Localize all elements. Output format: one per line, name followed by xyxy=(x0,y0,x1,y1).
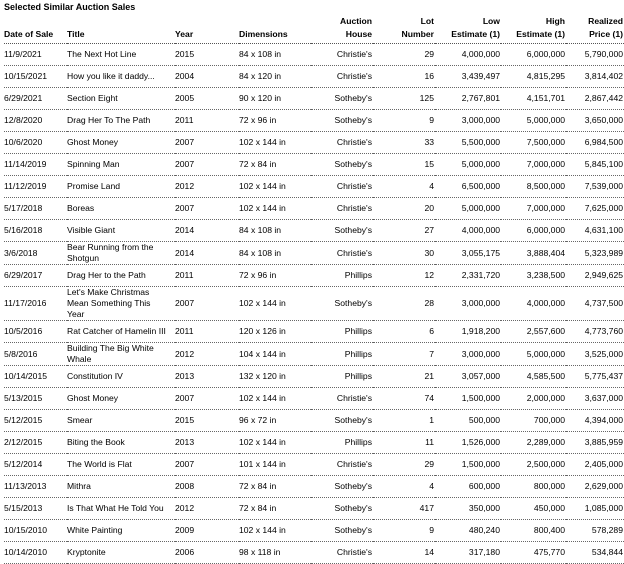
low-estimate-cell: 600,000 xyxy=(435,476,501,498)
high-estimate-cell: 2,289,000 xyxy=(501,432,566,454)
realized-price-cell: 4,394,000 xyxy=(566,410,624,432)
realized-price-cell: 4,631,100 xyxy=(566,220,624,242)
high-estimate-cell: 450,000 xyxy=(501,498,566,520)
table-row xyxy=(4,410,624,432)
table-row xyxy=(4,44,624,66)
table-row xyxy=(4,242,624,265)
dimensions-cell: 84 x 120 in xyxy=(239,66,311,88)
auction-house-cell: Sotheby's xyxy=(311,88,373,110)
year-cell: 2012 xyxy=(175,176,239,198)
lot-number-cell: 11 xyxy=(373,432,435,454)
dimensions-cell: 72 x 84 in xyxy=(239,476,311,498)
table-row xyxy=(4,366,624,388)
col-header-realized-price: Realized Price (1) xyxy=(566,13,624,44)
dimensions-cell: 72 x 96 in xyxy=(239,110,311,132)
title-cell: Mithra xyxy=(67,476,175,498)
realized-price-cell: 1,085,000 xyxy=(566,498,624,520)
year-cell: 2007 xyxy=(175,454,239,476)
date-of-sale-cell: 3/6/2018 xyxy=(4,242,67,265)
lot-number-cell: 20 xyxy=(373,198,435,220)
low-estimate-cell: 2,331,720 xyxy=(435,265,501,287)
date-of-sale-cell: 6/29/2021 xyxy=(4,88,67,110)
date-of-sale-cell: 10/14/2010 xyxy=(4,542,67,564)
high-estimate-cell: 475,770 xyxy=(501,542,566,564)
lot-number-cell: 27 xyxy=(373,220,435,242)
year-cell: 2004 xyxy=(175,66,239,88)
date-of-sale-cell: 11/17/2016 xyxy=(4,287,67,321)
realized-price-cell: 4,737,500 xyxy=(566,287,624,321)
high-estimate-cell: 800,400 xyxy=(501,520,566,542)
year-cell: 2014 xyxy=(175,220,239,242)
year-cell: 2007 xyxy=(175,287,239,321)
dimensions-cell: 102 x 144 in xyxy=(239,432,311,454)
dimensions-cell: 96 x 72 in xyxy=(239,410,311,432)
title-cell: The Next Hot Line xyxy=(67,44,175,66)
lot-number-cell: 15 xyxy=(373,154,435,176)
title-cell: Section Eight xyxy=(67,88,175,110)
lot-number-cell: 7 xyxy=(373,343,435,366)
realized-price-cell: 3,525,000 xyxy=(566,343,624,366)
title-cell: Kryptonite xyxy=(67,542,175,564)
table-row xyxy=(4,343,624,366)
title-cell: How you like it daddy... xyxy=(67,66,175,88)
date-of-sale-cell: 10/6/2020 xyxy=(4,132,67,154)
high-estimate-cell: 3,888,404 xyxy=(501,242,566,265)
year-cell: 2015 xyxy=(175,44,239,66)
table-row xyxy=(4,321,624,343)
date-of-sale-cell: 5/13/2015 xyxy=(4,388,67,410)
auction-house-cell: Phillips xyxy=(311,265,373,287)
dimensions-cell: 72 x 96 in xyxy=(239,265,311,287)
table-row xyxy=(4,454,624,476)
low-estimate-cell: 4,000,000 xyxy=(435,220,501,242)
realized-price-cell: 5,775,437 xyxy=(566,366,624,388)
auction-house-cell: Christie's xyxy=(311,198,373,220)
year-cell: 2011 xyxy=(175,110,239,132)
low-estimate-cell: 6,500,000 xyxy=(435,176,501,198)
title-cell: Constitution IV xyxy=(67,366,175,388)
table-row xyxy=(4,476,624,498)
realized-price-cell: 6,984,500 xyxy=(566,132,624,154)
table-row xyxy=(4,88,624,110)
auction-house-cell: Sotheby's xyxy=(311,154,373,176)
high-estimate-cell: 800,000 xyxy=(501,476,566,498)
lot-number-cell: 4 xyxy=(373,476,435,498)
realized-price-cell: 2,405,000 xyxy=(566,454,624,476)
title-cell: White Painting xyxy=(67,520,175,542)
lot-number-cell: 6 xyxy=(373,321,435,343)
low-estimate-cell: 3,000,000 xyxy=(435,110,501,132)
lot-number-cell: 125 xyxy=(373,88,435,110)
auction-house-cell: Sotheby's xyxy=(311,520,373,542)
date-of-sale-cell: 2/12/2015 xyxy=(4,432,67,454)
col-header-title: Title xyxy=(67,13,175,44)
date-of-sale-cell: 5/12/2014 xyxy=(4,454,67,476)
col-header-low-estimate: Low Estimate (1) xyxy=(435,13,501,44)
realized-price-cell: 3,650,000 xyxy=(566,110,624,132)
col-header-year: Year xyxy=(175,13,239,44)
table-row xyxy=(4,542,624,564)
high-estimate-cell: 2,500,000 xyxy=(501,454,566,476)
auction-house-cell: Phillips xyxy=(311,321,373,343)
table-row xyxy=(4,520,624,542)
year-cell: 2011 xyxy=(175,265,239,287)
year-cell: 2013 xyxy=(175,432,239,454)
table-row xyxy=(4,287,624,321)
date-of-sale-cell: 5/12/2015 xyxy=(4,410,67,432)
auction-house-cell: Christie's xyxy=(311,242,373,265)
realized-price-cell: 534,844 xyxy=(566,542,624,564)
date-of-sale-cell: 6/29/2017 xyxy=(4,265,67,287)
year-cell: 2012 xyxy=(175,498,239,520)
auction-house-cell: Sotheby's xyxy=(311,110,373,132)
lot-number-cell: 29 xyxy=(373,454,435,476)
realized-price-cell: 5,323,989 xyxy=(566,242,624,265)
date-of-sale-cell: 5/8/2016 xyxy=(4,343,67,366)
dimensions-cell: 102 x 144 in xyxy=(239,388,311,410)
table-row xyxy=(4,265,624,287)
table-row xyxy=(4,432,624,454)
high-estimate-cell: 4,151,701 xyxy=(501,88,566,110)
dimensions-cell: 84 x 108 in xyxy=(239,220,311,242)
lot-number-cell: 16 xyxy=(373,66,435,88)
date-of-sale-cell: 10/14/2015 xyxy=(4,366,67,388)
year-cell: 2014 xyxy=(175,242,239,265)
auction-house-cell: Christie's xyxy=(311,388,373,410)
auction-house-cell: Christie's xyxy=(311,44,373,66)
low-estimate-cell: 1,918,200 xyxy=(435,321,501,343)
lot-number-cell: 30 xyxy=(373,242,435,265)
realized-price-cell: 3,637,000 xyxy=(566,388,624,410)
dimensions-cell: 102 x 144 in xyxy=(239,198,311,220)
low-estimate-cell: 350,000 xyxy=(435,498,501,520)
title-cell: Promise Land xyxy=(67,176,175,198)
high-estimate-cell: 4,000,000 xyxy=(501,287,566,321)
low-estimate-cell: 317,180 xyxy=(435,542,501,564)
lot-number-cell: 21 xyxy=(373,366,435,388)
col-header-lot-number: Lot Number xyxy=(373,13,435,44)
low-estimate-cell: 3,055,175 xyxy=(435,242,501,265)
lot-number-cell: 29 xyxy=(373,44,435,66)
high-estimate-cell: 8,500,000 xyxy=(501,176,566,198)
auction-house-cell: Sotheby's xyxy=(311,287,373,321)
high-estimate-cell: 700,000 xyxy=(501,410,566,432)
high-estimate-cell: 5,000,000 xyxy=(501,343,566,366)
date-of-sale-cell: 11/12/2019 xyxy=(4,176,67,198)
title-cell: Is That What He Told You xyxy=(67,498,175,520)
year-cell: 2013 xyxy=(175,366,239,388)
year-cell: 2015 xyxy=(175,410,239,432)
title-cell: Ghost Money xyxy=(67,388,175,410)
auction-house-cell: Sotheby's xyxy=(311,498,373,520)
col-header-high-estimate: High Estimate (1) xyxy=(501,13,566,44)
high-estimate-cell: 7,500,000 xyxy=(501,132,566,154)
auction-house-cell: Sotheby's xyxy=(311,220,373,242)
dimensions-cell: 72 x 84 in xyxy=(239,154,311,176)
low-estimate-cell: 3,000,000 xyxy=(435,287,501,321)
high-estimate-cell: 7,000,000 xyxy=(501,154,566,176)
realized-price-cell: 2,629,000 xyxy=(566,476,624,498)
realized-price-cell: 578,289 xyxy=(566,520,624,542)
auction-house-cell: Phillips xyxy=(311,343,373,366)
low-estimate-cell: 5,000,000 xyxy=(435,198,501,220)
lot-number-cell: 9 xyxy=(373,110,435,132)
title-cell: Rat Catcher of Hamelin III xyxy=(67,321,175,343)
date-of-sale-cell: 11/13/2013 xyxy=(4,476,67,498)
auction-house-cell: Christie's xyxy=(311,132,373,154)
realized-price-cell: 5,845,100 xyxy=(566,154,624,176)
table-row xyxy=(4,198,624,220)
title-cell: Ghost Money xyxy=(67,132,175,154)
year-cell: 2007 xyxy=(175,154,239,176)
dimensions-cell: 102 x 144 in xyxy=(239,132,311,154)
realized-price-cell: 2,867,442 xyxy=(566,88,624,110)
high-estimate-cell: 6,000,000 xyxy=(501,220,566,242)
year-cell: 2007 xyxy=(175,132,239,154)
title-cell: Biting the Book xyxy=(67,432,175,454)
lot-number-cell: 28 xyxy=(373,287,435,321)
col-header-dimensions: Dimensions xyxy=(239,13,311,44)
low-estimate-cell: 1,526,000 xyxy=(435,432,501,454)
year-cell: 2012 xyxy=(175,343,239,366)
lot-number-cell: 9 xyxy=(373,520,435,542)
date-of-sale-cell: 5/16/2018 xyxy=(4,220,67,242)
low-estimate-cell: 500,000 xyxy=(435,410,501,432)
low-estimate-cell: 3,000,000 xyxy=(435,343,501,366)
title-cell: Boreas xyxy=(67,198,175,220)
dimensions-cell: 102 x 144 in xyxy=(239,287,311,321)
date-of-sale-cell: 11/9/2021 xyxy=(4,44,67,66)
high-estimate-cell: 4,585,500 xyxy=(501,366,566,388)
low-estimate-cell: 5,500,000 xyxy=(435,132,501,154)
title-cell: Drag Her To The Path xyxy=(67,110,175,132)
table-row xyxy=(4,176,624,198)
high-estimate-cell: 2,557,600 xyxy=(501,321,566,343)
table-row xyxy=(4,132,624,154)
lot-number-cell: 4 xyxy=(373,176,435,198)
dimensions-cell: 84 x 108 in xyxy=(239,242,311,265)
title-cell: Visible Giant xyxy=(67,220,175,242)
low-estimate-cell: 1,500,000 xyxy=(435,388,501,410)
low-estimate-cell: 3,439,497 xyxy=(435,66,501,88)
dimensions-cell: 84 x 108 in xyxy=(239,44,311,66)
high-estimate-cell: 6,000,000 xyxy=(501,44,566,66)
table-row xyxy=(4,388,624,410)
lot-number-cell: 74 xyxy=(373,388,435,410)
col-header-auction-house: Auction House xyxy=(311,13,373,44)
year-cell: 2009 xyxy=(175,520,239,542)
low-estimate-cell: 3,057,000 xyxy=(435,366,501,388)
dimensions-cell: 102 x 144 in xyxy=(239,176,311,198)
dimensions-cell: 101 x 144 in xyxy=(239,454,311,476)
title-cell: Building The Big White Whale xyxy=(67,343,175,366)
title-cell: Spinning Man xyxy=(67,154,175,176)
high-estimate-cell: 2,000,000 xyxy=(501,388,566,410)
dimensions-cell: 102 x 144 in xyxy=(239,520,311,542)
high-estimate-cell: 3,238,500 xyxy=(501,265,566,287)
auction-house-cell: Sotheby's xyxy=(311,476,373,498)
date-of-sale-cell: 11/14/2019 xyxy=(4,154,67,176)
date-of-sale-cell: 10/15/2010 xyxy=(4,520,67,542)
dimensions-cell: 98 x 118 in xyxy=(239,542,311,564)
table-row xyxy=(4,498,624,520)
lot-number-cell: 14 xyxy=(373,542,435,564)
high-estimate-cell: 7,000,000 xyxy=(501,198,566,220)
col-header-date: Date of Sale xyxy=(4,13,67,44)
realized-price-cell: 2,949,625 xyxy=(566,265,624,287)
page-title: Selected Similar Auction Sales xyxy=(4,2,136,12)
dimensions-cell: 132 x 120 in xyxy=(239,366,311,388)
date-of-sale-cell: 10/5/2016 xyxy=(4,321,67,343)
date-of-sale-cell: 5/15/2013 xyxy=(4,498,67,520)
year-cell: 2006 xyxy=(175,542,239,564)
title-cell: Bear Running from the Shotgun xyxy=(67,242,175,265)
auction-house-cell: Sotheby's xyxy=(311,410,373,432)
table-row xyxy=(4,110,624,132)
auction-house-cell: Phillips xyxy=(311,432,373,454)
lot-number-cell: 417 xyxy=(373,498,435,520)
dimensions-cell: 72 x 84 in xyxy=(239,498,311,520)
year-cell: 2008 xyxy=(175,476,239,498)
low-estimate-cell: 480,240 xyxy=(435,520,501,542)
auction-house-cell: Phillips xyxy=(311,366,373,388)
realized-price-cell: 4,773,760 xyxy=(566,321,624,343)
table-row xyxy=(4,66,624,88)
auction-house-cell: Christie's xyxy=(311,66,373,88)
auction-house-cell: Christie's xyxy=(311,454,373,476)
title-cell: Smear xyxy=(67,410,175,432)
realized-price-cell: 7,539,000 xyxy=(566,176,624,198)
date-of-sale-cell: 5/17/2018 xyxy=(4,198,67,220)
year-cell: 2007 xyxy=(175,198,239,220)
lot-number-cell: 1 xyxy=(373,410,435,432)
lot-number-cell: 12 xyxy=(373,265,435,287)
low-estimate-cell: 1,500,000 xyxy=(435,454,501,476)
low-estimate-cell: 4,000,000 xyxy=(435,44,501,66)
year-cell: 2007 xyxy=(175,388,239,410)
auction-house-cell: Christie's xyxy=(311,542,373,564)
dimensions-cell: 104 x 144 in xyxy=(239,343,311,366)
date-of-sale-cell: 12/8/2020 xyxy=(4,110,67,132)
title-cell: The World is Flat xyxy=(67,454,175,476)
year-cell: 2005 xyxy=(175,88,239,110)
realized-price-cell: 3,885,959 xyxy=(566,432,624,454)
table-row xyxy=(4,220,624,242)
high-estimate-cell: 5,000,000 xyxy=(501,110,566,132)
dimensions-cell: 90 x 120 in xyxy=(239,88,311,110)
realized-price-cell: 3,814,402 xyxy=(566,66,624,88)
lot-number-cell: 33 xyxy=(373,132,435,154)
realized-price-cell: 5,790,000 xyxy=(566,44,624,66)
table-row xyxy=(4,154,624,176)
high-estimate-cell: 4,815,295 xyxy=(501,66,566,88)
title-cell: Drag Her to the Path xyxy=(67,265,175,287)
realized-price-cell: 7,625,000 xyxy=(566,198,624,220)
auction-sales-table xyxy=(4,13,624,564)
dimensions-cell: 120 x 126 in xyxy=(239,321,311,343)
low-estimate-cell: 2,767,801 xyxy=(435,88,501,110)
low-estimate-cell: 5,000,000 xyxy=(435,154,501,176)
date-of-sale-cell: 10/15/2021 xyxy=(4,66,67,88)
header-row xyxy=(4,13,624,44)
year-cell: 2011 xyxy=(175,321,239,343)
title-cell: Let's Make Christmas Mean Something This Year xyxy=(67,287,175,321)
auction-house-cell: Christie's xyxy=(311,176,373,198)
